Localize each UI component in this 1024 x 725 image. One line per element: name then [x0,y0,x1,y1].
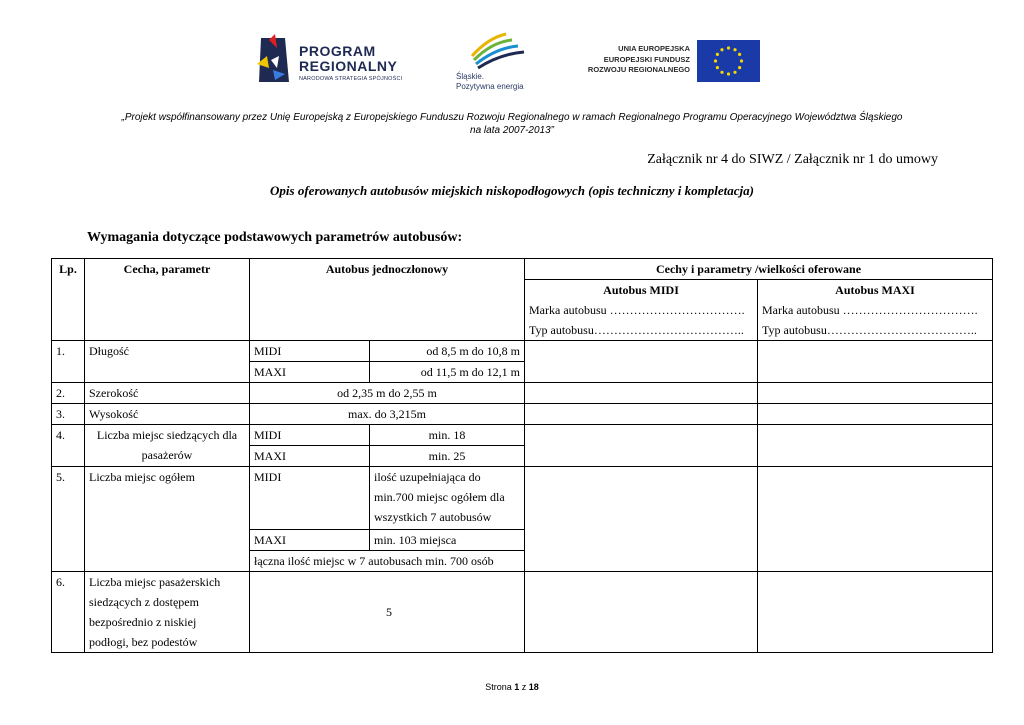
row5-maxi-value: min. 103 miejsca [370,530,525,551]
header-maxi: Autobus MAXI [758,280,993,301]
row1-maxi-label: MAXI [250,362,370,383]
annex-label: Załącznik nr 4 do SIWZ / Załącznik nr 1 do umowy [647,152,938,167]
row5-lp: 5. [52,467,85,572]
program-regionalny-logo [255,34,425,86]
eu-flag-icon [697,40,760,82]
row4-midi-value: min. 18 [370,425,525,446]
slaskie-waves-icon [466,30,536,72]
cofinancing-note-line2: na lata 2007-2013” [470,124,554,136]
slaskie-logo-line1: Śląskie. [456,72,485,81]
row4-feature-line1: Liczba miejsc siedzących dla [96,428,238,442]
row5-midi-line2: min.700 miejsc ogółem dla [374,490,505,504]
row5-feature: Liczba miejsc ogółem [85,467,250,572]
description-title: Opis oferowanych autobusów miejskich niskopodłogowych (opis techniczny i kompletacja) [270,183,754,198]
program-regionalny-emblem-icon [255,34,295,86]
type-midi-field: Typ autobusu……………………………….. [525,320,758,341]
row6-offer-maxi [758,572,993,653]
slaskie-logo [452,30,542,92]
row1-feature: Długość [85,341,250,383]
row4-maxi-label: MAXI [250,446,370,467]
row1-lp: 1. [52,341,85,383]
header-lp: Lp. [52,259,85,341]
page-footer [0,682,1024,692]
ue-logo-line2: EUROPEJSKI FUNDUSZ [603,55,690,64]
row2-feature: Szerokość [85,383,250,404]
row1-offer-midi [525,341,758,383]
row1-offer-maxi [758,341,993,383]
footer-sep: z [521,682,527,692]
table-header-row [52,259,993,280]
logo-bar [0,30,1024,90]
cofinancing-note [60,112,964,137]
row3-lp: 3. [52,404,85,425]
parameters-table [51,258,993,653]
row6-feature-line3: bezpośrednio z niskiej [89,615,197,629]
row3-value: max. do 3,215m [250,404,525,425]
footer-total: 18 [528,682,539,692]
type-maxi-field: Typ autobusu……………………………….. [758,320,993,341]
ue-logo-line1: UNIA EUROPEJSKA [618,44,690,53]
row4-feature-line2: pasażerów [141,448,193,462]
program-logo-line3: NARODOWA STRATEGIA SPÓJNOŚCI [299,76,403,82]
row5-midi-label: MIDI [250,467,370,530]
row4-offer-maxi [758,425,993,467]
row5-maxi-label: MAXI [250,530,370,551]
program-logo-line1: PROGRAM [299,43,376,59]
row4-midi-label: MIDI [250,425,370,446]
row6-feature-line4: podłogi, bez podestów [89,635,198,649]
row1-maxi-value: od 11,5 m do 12,1 m [370,362,525,383]
row1-midi-value: od 8,5 m do 10,8 m [370,341,525,362]
row4-lp: 4. [52,425,85,467]
ue-logo-line3: ROZWOJU REGIONALNEGO [587,65,690,74]
row5-total: łączna ilość miejsc w 7 autobusach min. 700 osób [250,551,525,572]
row2-value: od 2,35 m do 2,55 m [250,383,525,404]
table-row [52,572,993,653]
row2-offer-maxi [758,383,993,404]
row5-midi-line1: ilość uzupełniająca do [374,470,481,484]
requirements-title: Wymagania dotyczące podstawowych parametrów autobusów: [87,230,463,245]
row5-midi-value [370,467,525,530]
row3-offer-midi [525,404,758,425]
row6-feature-line1: Liczba miejsc pasażerskich [89,575,221,589]
row6-offer-midi [525,572,758,653]
table-row [52,383,993,404]
table-row [52,425,993,446]
row4-maxi-value: min. 25 [370,446,525,467]
header-offered: Cechy i parametry /wielkości oferowane [525,259,993,280]
row2-offer-midi [525,383,758,404]
program-logo-line2: REGIONALNY [299,58,398,74]
table-row [52,404,993,425]
row5-offer-midi [525,467,758,572]
row6-lp: 6. [52,572,85,653]
row5-midi-line3: wszystkich 7 autobusów [374,510,492,524]
header-midi: Autobus MIDI [525,280,758,301]
row1-midi-label: MIDI [250,341,370,362]
row2-lp: 2. [52,383,85,404]
table-row [52,467,993,530]
row4-offer-midi [525,425,758,467]
row3-feature: Wysokość [85,404,250,425]
header-feature: Cecha, parametr [85,259,250,341]
row6-value-cell [250,572,525,653]
table-row [52,341,993,362]
ue-logo [582,38,762,84]
brand-midi-field: Marka autobusu ……………………………. [525,300,758,320]
row6-value: 5 [386,605,392,619]
row6-feature [85,572,250,653]
row6-feature-line2: siedzących z dostępem [89,595,199,609]
row4-feature [85,425,250,467]
slaskie-logo-line2: Pozytywna energia [456,82,524,91]
row3-offer-maxi [758,404,993,425]
cofinancing-note-line1: „Projekt współfinansowany przez Unię Europejską z Europejskiego Funduszu Rozwoju Regionalnego w ramach Regionalnego Programu Operacyjnego Województwa Śląskiego [121,112,903,123]
row5-offer-maxi [758,467,993,572]
footer-page: 1 [514,682,520,692]
footer-prefix: Strona [485,682,512,692]
header-bus: Autobus jednoczłonowy [250,259,525,341]
brand-maxi-field: Marka autobusu ……………………………. [758,300,993,320]
